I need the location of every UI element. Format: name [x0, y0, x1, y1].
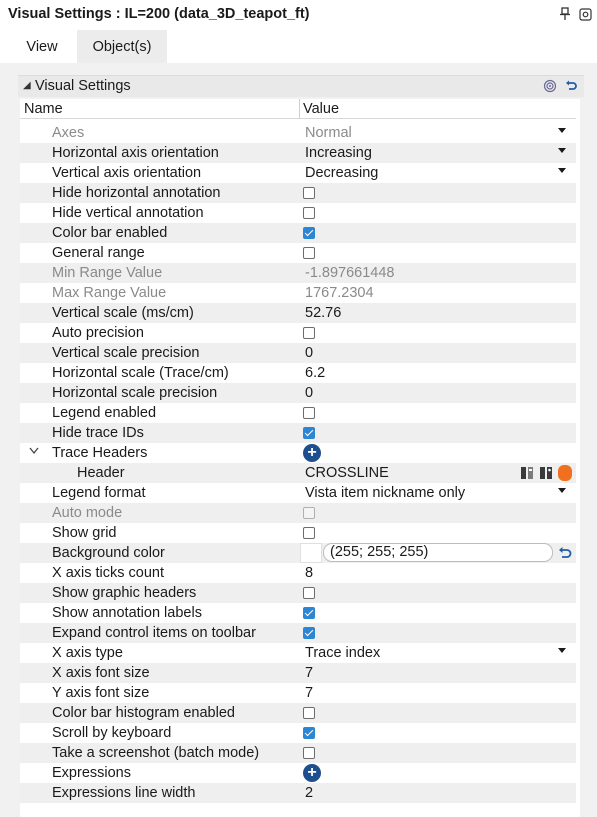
property-name: Vertical scale precision: [52, 345, 200, 361]
value-field[interactable]: 2: [305, 785, 314, 801]
property-name: Legend enabled: [52, 405, 157, 421]
property-row[interactable]: [20, 483, 576, 503]
property-name: Axes: [52, 125, 85, 141]
property-row[interactable]: [20, 323, 576, 343]
chevron-down-icon[interactable]: [558, 488, 566, 493]
property-row[interactable]: [20, 163, 576, 183]
checkbox-checked[interactable]: [303, 607, 315, 619]
checkbox[interactable]: [303, 527, 315, 539]
scrollbar[interactable]: [580, 99, 590, 817]
property-name: X axis font size: [52, 665, 150, 681]
property-name: Hide horizontal annotation: [52, 185, 221, 201]
property-row[interactable]: [20, 303, 576, 323]
target-icon[interactable]: [543, 79, 557, 93]
property-name: Legend format: [52, 485, 146, 501]
checkbox[interactable]: [303, 747, 315, 759]
group-label: Visual Settings: [35, 78, 131, 94]
reset-arrow-icon[interactable]: [564, 79, 578, 93]
value-field[interactable]: CROSSLINE: [305, 465, 389, 481]
property-row[interactable]: [20, 383, 576, 403]
add-icon[interactable]: +: [303, 444, 321, 462]
property-row[interactable]: [20, 343, 576, 363]
property-row[interactable]: [20, 543, 576, 563]
value-field[interactable]: 0: [305, 385, 314, 401]
value-field[interactable]: 0: [305, 345, 314, 361]
property-name: Expressions line width: [52, 785, 196, 801]
color-indicator-icon[interactable]: [558, 465, 572, 481]
property-name: Expand control items on toolbar: [52, 625, 256, 641]
chevron-down-icon[interactable]: [558, 648, 566, 653]
dropdown-value[interactable]: Vista item nickname only: [305, 485, 466, 501]
checkbox[interactable]: [303, 247, 315, 259]
checkbox[interactable]: [303, 407, 315, 419]
dropdown-value: Normal: [305, 125, 352, 141]
columns-alt-icon[interactable]: [539, 465, 555, 481]
property-name: Hide vertical annotation: [52, 205, 204, 221]
property-name: X axis ticks count: [52, 565, 165, 581]
property-name: X axis type: [52, 645, 123, 661]
property-name: Background color: [52, 545, 165, 561]
column-divider[interactable]: [299, 99, 300, 119]
property-name: Hide trace IDs: [52, 425, 144, 441]
property-name: Show annotation labels: [52, 605, 202, 621]
property-name: Trace Headers: [52, 445, 148, 461]
property-name: Y axis font size: [52, 685, 150, 701]
value-field[interactable]: 8: [305, 565, 314, 581]
property-row[interactable]: [20, 643, 576, 663]
column-header-name: Name: [24, 101, 63, 117]
column-header-value: Value: [303, 101, 340, 117]
property-row[interactable]: [20, 583, 576, 603]
close-icon[interactable]: [578, 7, 592, 21]
property-row[interactable]: [20, 283, 576, 303]
color-value-field[interactable]: (255; 255; 255): [323, 543, 553, 562]
property-name: General range: [52, 245, 145, 261]
color-swatch[interactable]: [300, 543, 322, 563]
property-name: Auto mode: [52, 505, 123, 521]
property-row[interactable]: [20, 423, 576, 443]
checkbox[interactable]: [303, 707, 315, 719]
property-row[interactable]: [20, 183, 576, 203]
property-name: Expressions: [52, 765, 131, 781]
dropdown-value[interactable]: Decreasing: [305, 165, 379, 181]
property-row[interactable]: [20, 763, 576, 783]
chevron-down-icon[interactable]: [29, 446, 39, 458]
property-row[interactable]: [20, 263, 576, 283]
checkbox[interactable]: [303, 187, 315, 199]
header-actions: [520, 464, 572, 482]
property-row[interactable]: [20, 403, 576, 423]
checkbox-checked[interactable]: [303, 627, 315, 639]
window-title: Visual Settings : IL=200 (data_3D_teapot_ft): [8, 6, 310, 22]
property-row[interactable]: [20, 523, 576, 543]
property-row[interactable]: [20, 723, 576, 743]
property-row[interactable]: [20, 463, 576, 483]
property-row[interactable]: [20, 363, 576, 383]
property-row[interactable]: [20, 663, 576, 683]
property-name: Horizontal scale (Trace/cm): [52, 365, 229, 381]
property-row[interactable]: [20, 203, 576, 223]
value-field[interactable]: 6.2: [305, 365, 326, 381]
value-field[interactable]: 7: [305, 665, 314, 681]
chevron-down-icon[interactable]: [558, 168, 566, 173]
checkbox-checked[interactable]: [303, 227, 315, 239]
checkbox[interactable]: [303, 327, 315, 339]
tab-objects[interactable]: Object(s): [77, 30, 167, 63]
pin-icon[interactable]: [558, 7, 572, 21]
property-name: Scroll by keyboard: [52, 725, 172, 741]
property-row[interactable]: [20, 603, 576, 623]
property-name: Max Range Value: [52, 285, 167, 301]
property-row[interactable]: [20, 243, 576, 263]
value-field: -1.897661448: [305, 265, 395, 281]
checkbox[interactable]: [303, 587, 315, 599]
property-name: Header: [77, 465, 125, 481]
dropdown-value[interactable]: Trace index: [305, 645, 381, 661]
property-name: Color bar histogram enabled: [52, 705, 235, 721]
property-name: Show grid: [52, 525, 117, 541]
property-row[interactable]: [20, 563, 576, 583]
column-header: [20, 99, 576, 119]
title-bar: [0, 0, 597, 30]
property-row[interactable]: [20, 703, 576, 723]
property-name: Show graphic headers: [52, 585, 197, 601]
checkbox[interactable]: [303, 207, 315, 219]
columns-icon[interactable]: [520, 465, 536, 481]
property-row[interactable]: [20, 623, 576, 643]
property-row[interactable]: [20, 223, 576, 243]
checkbox-checked[interactable]: [303, 727, 315, 739]
property-row[interactable]: [20, 443, 576, 463]
property-name: Horizontal scale precision: [52, 385, 218, 401]
property-name: Horizontal axis orientation: [52, 145, 219, 161]
property-name: Vertical axis orientation: [52, 165, 202, 181]
property-name: Auto precision: [52, 325, 144, 341]
triangle-collapse-icon[interactable]: ◢: [23, 80, 31, 91]
property-row[interactable]: [20, 143, 576, 163]
group-header-visual-settings[interactable]: [18, 75, 584, 97]
property-row[interactable]: [20, 683, 576, 703]
tab-view[interactable]: View: [12, 30, 72, 63]
property-name: Color bar enabled: [52, 225, 168, 241]
property-row[interactable]: [20, 783, 576, 803]
checkbox: [303, 507, 315, 519]
property-name: Min Range Value: [52, 265, 163, 281]
property-row[interactable]: [20, 743, 576, 763]
value-field: 1767.2304: [305, 285, 374, 301]
tab-bar: [0, 30, 597, 63]
property-row[interactable]: [20, 123, 576, 143]
chevron-down-icon[interactable]: [558, 128, 566, 133]
chevron-down-icon[interactable]: [558, 148, 566, 153]
property-row[interactable]: [20, 503, 576, 523]
property-name: Vertical scale (ms/cm): [52, 305, 194, 321]
checkbox-checked[interactable]: [303, 427, 315, 439]
dropdown-value[interactable]: Increasing: [305, 145, 372, 161]
property-name: Take a screenshot (batch mode): [52, 745, 260, 761]
reset-arrow-icon[interactable]: [557, 545, 573, 561]
value-field[interactable]: 7: [305, 685, 314, 701]
add-icon[interactable]: +: [303, 764, 321, 782]
value-field[interactable]: 52.76: [305, 305, 342, 321]
